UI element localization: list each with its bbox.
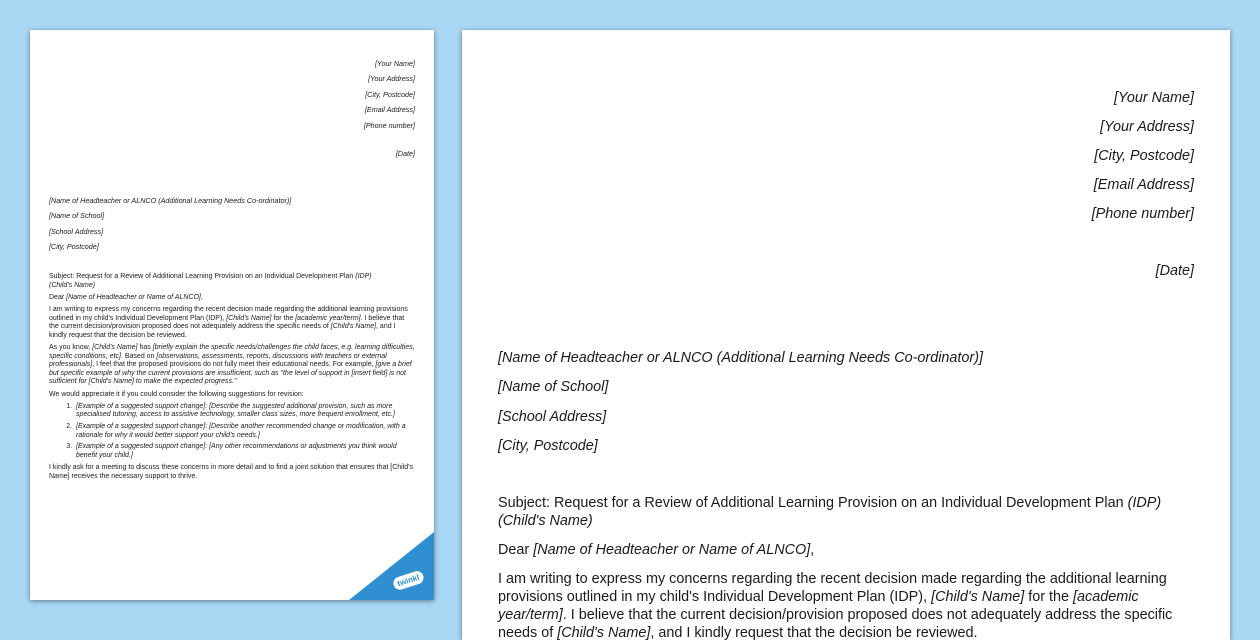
sender-address: [Your Address] [368,74,415,84]
twinkl-logo: twinkl [392,570,425,592]
paragraph-concerns: I am writing to express my concerns regarding the recent decision made regarding the additional learning provisions outlined in my child's Individual Development Plan (IDP), [Child's Name] for the [academic year/term]. I believe that the current decision/provision proposed does not adequately address the specific needs of [Child's Name], and I kindly request that the decision be reviewed. [498,571,1173,640]
letter-page-thumbnail [30,30,434,600]
sender-email: [Email Address] [1093,177,1194,193]
letter-page-zoomed [462,30,1230,640]
sender-city-postcode: [City, Postcode] [1094,148,1194,164]
sender-city-postcode: [City, Postcode] [365,89,415,99]
recipient-name: [Name of Headteacher or ALNCO (Additional Learning Needs Co-ordinator)] [498,350,983,366]
paragraph-concerns: I am writing to express my concerns regarding the recent decision made regarding the additional learning provisions outlined in my child's Individual Development Plan (IDP), [Child's Name] for the [academic year/term]. I believe that the current decision/provision proposed does not adequately address the specific needs of [Child's Name], and I kindly request that the decision be reviewed. [49,305,408,339]
sender-name: [Your Name] [375,59,415,68]
suggestions-list [49,403,415,461]
subject-line: Subject: Request for a Review of Additional Learning Provision on an Individual Development Plan (IDP) (Child's Name) [498,495,1162,529]
paragraph-needs: As you know, [Child's Name] has [briefly explain the specific needs/challenges the child faces, e.g. learning difficulties, specific conditions, etc]. Based on [observations, assessments, reports, discussions with teachers or external professionals], I feel that the proposed provisions do not fully meet their educational needs. For example, [give a brief but specific example of why the current provisions are insufficient, such as "the level of support in [insert field] is not sufficient for [Child's Name] to make the expected progress." [49,343,415,386]
sender-block [364,58,415,135]
recipient-school: [Name of School] [498,379,609,396]
subject-line: Subject: Request for a Review of Additional Learning Provision on an Individual Development Plan (IDP) (Child's Name) [49,273,372,289]
recipient-city-postcode: [City, Postcode] [49,242,99,252]
recipient-block [49,195,291,257]
salutation: Dear [Name of Headteacher or Name of ALNCO], [498,542,815,558]
recipient-school: [Name of School] [49,211,105,221]
letter-date: [Date] [1155,263,1194,279]
sender-address: [Your Address] [1100,119,1194,135]
salutation: Dear [Name of Headteacher or Name of ALNCO], [49,293,203,301]
letter-body [49,273,415,485]
recipient-school-address: [School Address] [498,408,607,425]
list-item: 2. [Example of a suggested support change]: [Describe another recommended change or modification, with a rationale for why it would better support your child's needs.] [74,423,415,440]
paragraph-suggestions-intro: We would appreciate it if you could consider the following suggestions for revision: [49,390,304,398]
list-item: 1. [Example of a suggested support change]: [Describe the suggested additional provision, such as more specialised tutoring, access to assistive technology, smaller class sizes, more frequent enrollment, etc.] [74,403,415,420]
sender-phone: [Phone number] [363,120,415,130]
sender-name: [Your Name] [1114,90,1194,106]
sender-block [1092,88,1194,233]
sender-phone: [Phone number] [1091,206,1194,222]
recipient-name: [Name of Headteacher or ALNCO (Additional Learning Needs Co-ordinator)] [49,196,292,205]
letter-body [498,494,1188,640]
sender-email: [Email Address] [364,105,415,115]
list-item: 3. [Example of a suggested support change]: [Any other recommendations or adjustments you think would benefit your child.] [74,443,415,460]
paragraph-closing: I kindly ask for a meeting to discuss these concerns in more detail and to find a joint solution that ensures that [Child's Name] receives the necessary support to thrive. [49,464,413,480]
letter-date: [Date] [395,149,415,158]
recipient-city-postcode: [City, Postcode] [498,437,598,454]
recipient-block [498,348,983,465]
recipient-school-address: [School Address] [49,226,104,236]
brand-corner-decoration [349,532,434,600]
